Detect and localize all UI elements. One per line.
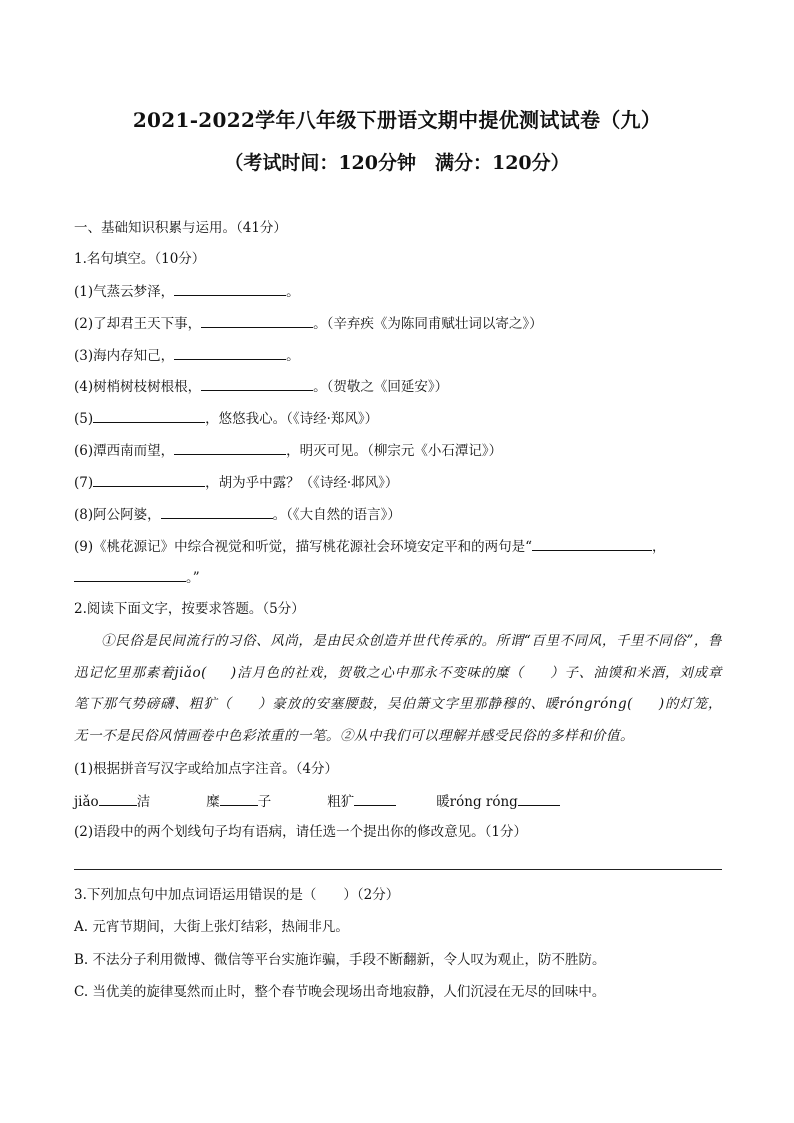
answer-blank-1[interactable] (174, 281, 286, 296)
fill-item-8-pre: (8)阿公阿婆， (74, 507, 161, 523)
answer-blank-6[interactable] (174, 440, 286, 455)
fill-item-7-post: ，胡为乎中露？（《诗经·邶风》） (205, 475, 399, 491)
fill-item-5-post: ，悠悠我心。（《诗经·郑风》） (205, 411, 379, 427)
passage-part-3: ）子、油馍和米酒，刘成章笔下那气势磅礴、粗犷（ (74, 664, 722, 712)
pinyin-item-1: jiǎo (74, 794, 99, 810)
pinyin-item-4: 暖róng róng (436, 794, 518, 810)
pinyin-item-3: 粗犷 (327, 794, 355, 810)
fill-item-1-post: 。 (286, 284, 300, 300)
answer-blank-9a[interactable] (532, 536, 652, 551)
pinyin-blank-4[interactable] (518, 791, 560, 806)
fill-item-7 (74, 472, 398, 493)
fill-item-3 (74, 345, 300, 366)
answer-blank-4[interactable] (201, 376, 313, 391)
fill-item-4-post: 。（贺敬之《回延安》） (313, 379, 449, 395)
answer-line[interactable] (74, 869, 722, 870)
section-heading: 一、基础知识积累与运用。（41分） (74, 220, 287, 236)
answer-blank-5[interactable] (93, 408, 205, 423)
exam-title: 2021-2022学年八年级下册语文期中提优测试试卷（九） (132, 108, 662, 132)
fill-item-2 (74, 313, 543, 334)
fill-item-1-pre: (1)气蒸云梦泽， (74, 284, 175, 300)
passage-part-4: ）豪放的安塞腰鼓，吴伯箫文字里那静穆的、暖róngróng( (257, 696, 633, 712)
pinyin-item-1-char: 洁 (136, 794, 151, 810)
pinyin-item-2-char: 子 (257, 794, 272, 810)
fill-item-8 (74, 504, 401, 525)
option-b[interactable]: B. 不法分子利用微博、微信等平台实施诈骗，手段不断翻新，令人叹为观止，防不胜防。 (74, 952, 606, 968)
fill-item-9-cont (74, 567, 200, 588)
passage-part-1: ①民俗是民间流行的习俗、风尚，是由民众创造并世代传承的。所谓“百里不同风，千里不同俗”，鲁迅记忆里那素着jiǎo( (74, 633, 722, 681)
answer-blank-2[interactable] (201, 313, 313, 328)
fill-item-7-pre: (7) (74, 475, 94, 491)
passage-part-2: )洁月色的社戏，贺敬之心中那永不变味的糜（ (230, 664, 524, 681)
passage-part-5: )的灯笼，无一不是民俗风情画卷中色彩浓重的一笔。②从中我们可以理解并感受民俗的多样和价值。 (74, 696, 722, 744)
pinyin-blank-1[interactable] (99, 791, 137, 806)
pinyin-item-2: 糜 (206, 794, 220, 810)
fill-item-8-post: 。（《大自然的语言》） (272, 507, 401, 523)
exam-subtitle: （考试时间：120分钟 满分：120分） (224, 152, 570, 174)
fill-item-3-post: 。 (286, 348, 300, 364)
question-2-heading: 2.阅读下面文字，按要求答题。（5分） (74, 601, 305, 617)
fill-item-5-pre: (5) (74, 411, 94, 427)
pinyin-blank-3[interactable] (354, 791, 396, 806)
fill-item-9-post: 。” (186, 570, 200, 586)
option-a[interactable]: A. 元宵节期间，大街上张灯结彩，热闹非凡。 (74, 919, 349, 935)
sub-question-1: (1)根据拼音写汉字或给加点字注音。（4分） (74, 761, 338, 777)
pinyin-row (74, 791, 560, 812)
fill-item-9-mid: ， (652, 539, 666, 555)
answer-blank-9b[interactable] (74, 567, 186, 582)
answer-blank-7[interactable] (93, 472, 205, 487)
fill-item-5 (74, 408, 378, 429)
fill-item-2-post: 。（辛弃疾《为陈同甫赋壮词以寄之》） (313, 316, 543, 332)
reading-passage (74, 626, 722, 752)
fill-item-1 (74, 281, 300, 302)
option-c[interactable]: C. 当优美的旋律戛然而止时，整个春节晚会现场出奇地寂静，人们沉浸在无尽的回味中。 (74, 984, 606, 1000)
sub-question-2: (2)语段中的两个划线句子均有语病，请任选一个提出你的修改意见。（1分） (74, 824, 527, 840)
question-3-heading: 3.下列加点句中加点词语运用错误的是（ ）（2分） (74, 887, 400, 903)
fill-item-2-pre: (2)了却君王天下事， (74, 316, 202, 332)
fill-item-9 (74, 536, 666, 557)
fill-item-6-pre: (6)潭西南而望， (74, 443, 175, 459)
fill-item-4-pre: (4)树梢树枝树根根， (74, 379, 202, 395)
question-1-heading: 1.名句填空。（10分） (74, 251, 206, 267)
pinyin-blank-2[interactable] (220, 791, 258, 806)
fill-item-3-pre: (3)海内存知己， (74, 348, 175, 364)
fill-item-6 (74, 440, 502, 461)
answer-blank-3[interactable] (174, 345, 286, 360)
fill-item-6-post: ，明灭可见。（柳宗元《小石潭记》） (286, 443, 503, 459)
fill-item-4 (74, 376, 448, 397)
answer-blank-8[interactable] (161, 504, 273, 519)
fill-item-9-pre: (9)《桃花源记》中综合视觉和听觉，描写桃花源社会环境安定平和的两句是“ (74, 539, 533, 555)
